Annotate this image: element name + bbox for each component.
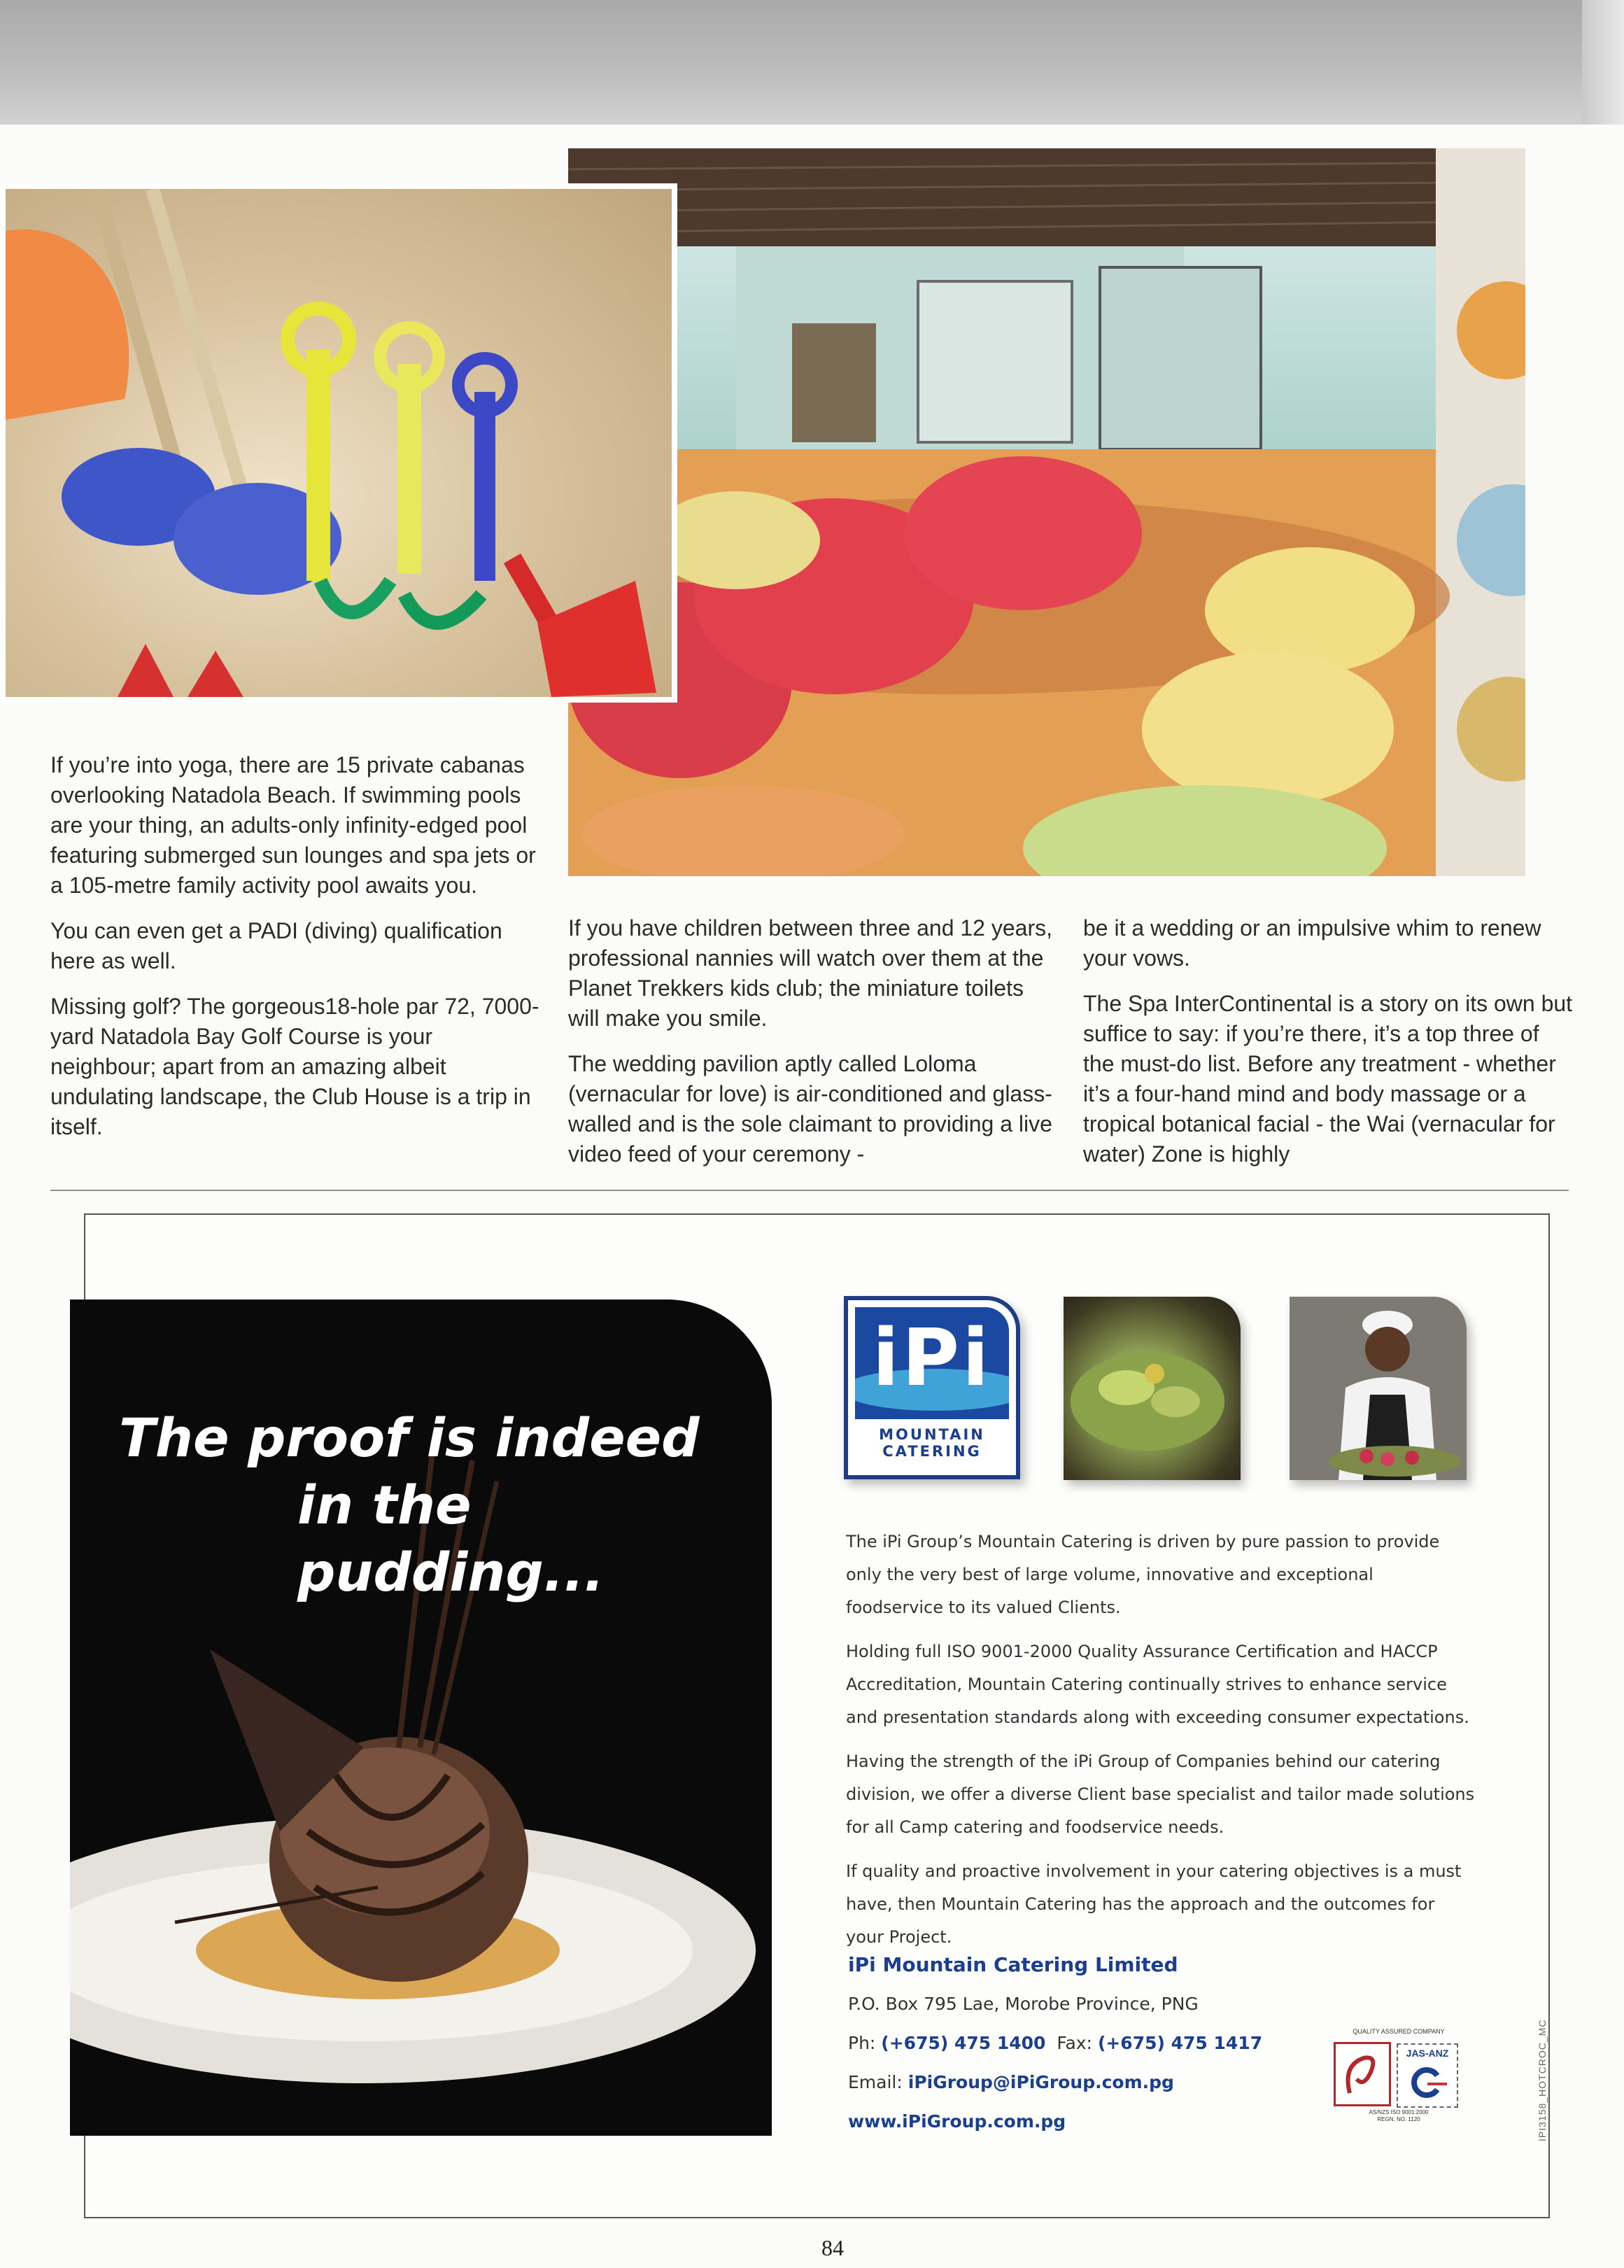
email-line [848, 2063, 1338, 2102]
headline-line-1: The proof is indeed [119, 1407, 700, 1469]
ipi-logo [844, 1296, 1020, 1479]
article-paragraph: You can even get a PADI (diving) qualification here as well. [50, 918, 502, 973]
cert-caption: QUALITY ASSURED COMPANY [1353, 2028, 1445, 2035]
fax-number: (+675) 475 1417 [1097, 2033, 1263, 2053]
page-top-shadow [0, 0, 1624, 125]
email-link[interactable]: iPiGroup@iPiGroup.com.pg [908, 2072, 1174, 2092]
kids-club-lounge-photo [568, 148, 1525, 876]
contact-block [848, 1945, 1338, 2141]
article-column-3 [1083, 913, 1573, 1185]
cert-standard: AS/NZS ISO 9001:2000 [1369, 2109, 1429, 2115]
article-paragraph: If you have children between three and 12 years, professional nannies will watch over them at the Planet Trekkers kids club; the miniature toilets will make you smile. [568, 915, 1052, 1031]
section-divider [50, 1190, 1569, 1191]
cert-reg-number: REGN. NO. 1120 [1377, 2116, 1420, 2122]
headline-line-2: in the pudding... [297, 1474, 605, 1603]
fax-label: Fax: [1057, 2033, 1092, 2053]
article-paragraph: The wedding pavilion aptly called Loloma (vernacular for love) is air-conditioned and glass-walled and is the sole claimant to providing a live video feed of your ceremony - [568, 1051, 1052, 1167]
ad-paragraph: Having the strength of the iPi Group of Companies behind our catering division, we offer a diverse Client base specialist and tailor made solutions for all Camp catering and foodservice needs. [846, 1752, 1475, 1837]
cert-name: JAS-ANZ [1406, 2048, 1449, 2059]
website-link[interactable]: www.iPiGroup.com.pg [848, 2111, 1066, 2132]
ad-paragraph: Holding full ISO 9001-2000 Quality Assurance Certification and HACCP Accreditation, Mountain Catering continually strives to enhance service and presentation standards along with exceeding consumer expectations. [846, 1642, 1469, 1727]
article-paragraph: If you’re into yoga, there are 15 private cabanas overlooking Natadola Beach. If swimming pools are your thing, an adults-only infinity-edged pool featuring submerged sun lounges and spa jets or a 105-metre family activity pool awaits you. [50, 752, 536, 898]
quality-seal-icon [1334, 2042, 1391, 2106]
ad-reference-code: IPI3158_HOTCROC_MC [1537, 2019, 1548, 2141]
ad-paragraph: The iPi Group’s Mountain Catering is driven by pure passion to provide only the very best of large volume, innovative and exceptional foodservice to its valued Clients. [846, 1532, 1440, 1617]
company-name: iPi Mountain Catering Limited [848, 1953, 1178, 1976]
article-paragraph: The Spa InterContinental is a story on its own but suffice to say: if you’re there, it’s a top three of the must-do list. Before any treatment - whether it’s a four-hand mind and body massage or a tropical botanical facial - the Wai (vernacular for water) Zone is highly [1083, 991, 1573, 1167]
salad-photo [1064, 1297, 1241, 1480]
chef-photo [1290, 1297, 1467, 1480]
article-column-1 [50, 750, 540, 1157]
ad-body-text [846, 1526, 1476, 1965]
email-label: Email: [848, 2072, 903, 2092]
logo-wordmark: iPi [872, 1313, 992, 1404]
ad-headline [119, 1404, 749, 1606]
logo-subtitle-2: CATERING [882, 1443, 982, 1460]
phone-label: Ph: [848, 2033, 876, 2053]
article-paragraph: be it a wedding or an impulsive whim to renew your vows. [1083, 915, 1541, 971]
phone-fax-line [848, 2024, 1338, 2063]
certification-badge [1332, 2028, 1465, 2122]
page-number: 84 [821, 2235, 844, 2260]
phone-number: (+675) 475 1400 [881, 2033, 1046, 2053]
dessert-photo [70, 1299, 772, 2136]
logo-subtitle-1: MOUNTAIN [879, 1426, 985, 1443]
article-paragraph: Missing golf? The gorgeous18-hole par 72, 7000-yard Natadola Bay Golf Course is your neighbour; apart from an amazing albeit undulating landscape, the Club House is a trip in itself. [50, 994, 539, 1139]
ad-paragraph: If quality and proactive involvement in your catering objectives is a must have, then Mountain Catering has the approach and the outcomes for your Project. [846, 1861, 1462, 1947]
beach-toys-photo [0, 183, 677, 703]
article-column-2 [568, 913, 1058, 1185]
postal-address: P.O. Box 795 Lae, Morobe Province, PNG [848, 1994, 1199, 2014]
